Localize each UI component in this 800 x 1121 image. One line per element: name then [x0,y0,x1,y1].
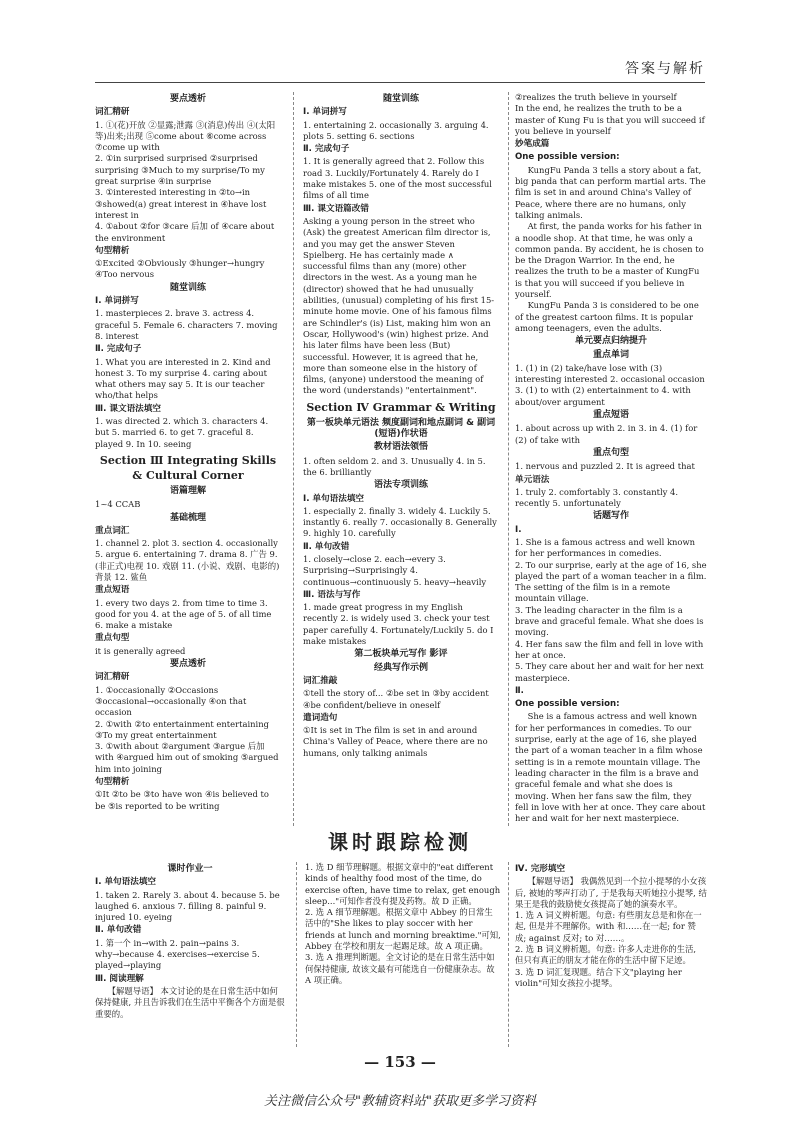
subheading: Ⅱ. 单句改错 [95,925,142,936]
answer-line: 3. The leading character in the film is a brave and graceful female. What she does is moving. [515,604,704,638]
answer-line: 4. ①about ②for ③care 后加 of ④care about the environment [95,221,275,243]
answer-line: 4. Her fans saw the film and fell in love with her at once. [515,638,704,660]
subheading: Ⅳ. 完形填空 [515,864,566,874]
section-heading: 单元要点归纳提升 [574,336,647,347]
subheading: 遣词造句 [303,712,338,723]
section-title: 课时跟踪检测 [328,830,472,854]
exercise-column-right [515,862,707,989]
exercise-column-middle [305,862,501,986]
subheading: Ⅰ. [515,524,522,535]
answer-line: 1. 选 A 词义辨析题。句意: 有些朋友总是和你在一起, 但是并不理解你。with 和……在一起; for 赞成; against 反对; to 对……。 [515,910,702,943]
section-heading: 语法专项训练 [373,480,428,491]
answer-line: 1. She is a famous actress and well known for her performances in comedies. [515,536,696,559]
subheading: 句型精析 [95,777,130,788]
subheading: One possible version: [515,699,620,710]
subheading: 重点句型 [95,633,130,644]
answer-line: it is generally agreed [95,645,186,656]
section-heading: 要点透析 [169,659,206,670]
column-divider [508,92,509,826]
answer-line: Asking a young person in the street who (Ask) the greatest American film director is, and you may get the answer Steven Spielberg. He has certainly made ∧ successful films than any (more) other directors in the west. As a young man he (director) showed that he had unusually abilities, (unusual) completing of his first 15-minute home movie. One of his famous films are Schindler's (is) List, making him won an Oscar, Hollywood's (win) highest prize. And his later films have been less (But) successful. However, it is agreed that he, more than someone else in the history of films, (anyone) understood the meaning of the word (understands) "entertainment". [303,215,495,396]
section-heading: 语篇理解 [169,485,206,496]
paragraph: 【解题导语】 我偶然见到一个拉小提琴的小女孩后, 被她的琴声打动了, 于是我每天听她拉小提琴, 结果王是我的鼓励使女孩提高了她的演奏水平。 [515,876,707,909]
answer-column-middle [303,92,499,759]
answer-line: 3. 选 D 词汇复现题。结合下文"playing her violin"可知女孩拉小提琴。 [515,966,682,988]
section-heading: 课时作业一 [167,864,213,874]
answer-line: 5. They care about her and wait for her next masterpiece. [515,661,704,683]
paragraph: At first, the panda works for his father in a noodle shop. At that time, he was only a common panda. By accident, he is chosen to be the Dragon Warrior. In the end, he realizes the truth to be a master of KungFu is that you will succeed if you believe in yourself. [515,221,704,300]
section-heading: 话题写作 [592,511,629,522]
answer-line: 1. every two days 2. from time to time 3. good for you 4. at the age of 5. of all time 6. make a mistake [95,597,272,631]
column-divider [508,862,509,1047]
answer-line: 1~4 CCAB [95,499,141,510]
answer-line: 2. ①with ②to entertainment entertaining ③To my great entertainment [95,718,269,740]
subheading: Ⅰ. 单句语法填空 [95,877,157,888]
answer-column-right [515,92,707,824]
section-heading: 教材语法领悟 [373,442,428,453]
section-title-line: Section Ⅲ Integrating Skills & Cultural Corner [99,453,277,482]
section-heading: 重点短语 [592,410,629,421]
answer-line: 1. was directed 2. which 3. characters 4. but 5. married 6. to get 7. graceful 8. played 9. In 10. seeing [95,416,269,449]
page-number: — 153 — [364,1053,436,1071]
subheading: 重点词汇 [95,525,130,536]
column-divider [293,92,294,826]
answer-line: ①It ②to be ③to have won ④is believed to be ⑤is reported to be writing [95,789,269,811]
subheading: Ⅲ. 阅读理解 [95,973,144,984]
subheading: 单元语法 [515,474,550,485]
subheading: Ⅱ. [515,685,524,696]
section-heading: 重点单词 [592,349,629,360]
subheading: Ⅱ. 单句改错 [303,541,350,552]
answer-line: 1. ①occasionally ②Occasions ③occasional→occasionally ④on that occasion [95,684,247,718]
subheading: Ⅲ. 课文语法填空 [95,403,161,414]
paragraph: KungFu Panda 3 tells a story about a fat, big panda that can perform martial arts. The film is set in and around China's Valley of Peace, where there are no humans, only talking animals. [515,164,706,220]
subheading: Ⅱ. 完成句子 [303,144,350,155]
answer-line: 1. often seldom 2. and 3. Unusually 4. in 5. the 6. brilliantly [303,455,486,477]
section-heading: 基础梳理 [169,512,206,523]
answer-line: 1. It is generally agreed that 2. Follow this road 3. Luckily/Fortunately 4. Rarely do I make mistakes 5. one of the most successful films of all time [303,156,492,201]
answer-line: ①Excited ②Obviously ③hunger→hungry ④Too nervous [95,258,265,280]
answer-line: In the end, he realizes the truth to be a master of Kung Fu is that you will succeed if you believe in yourself [515,103,705,136]
answer-line: 1. about across up with 2. in 3. in 4. (1) for (2) of take with [515,423,698,445]
exercise-column-left [95,862,285,1020]
paragraph: She is a famous actress and well known for her performances in comedies. To our surprise, early at the age of 16, she played the part of a woman teacher in a film whose setting is in a remote mountain village. The leading character in the film is a brave and graceful female and what she does is moving. When her fans saw the film, they fell in love with her at once. They care about her and wait for her next masterpiece. [515,711,706,824]
answer-line: 1. truly 2. comfortably 3. constantly 4. recently 5. unfortunately [515,486,679,509]
subheading: Ⅲ. 课文语篇改错 [303,203,369,214]
answer-line: 2. To our surprise, early at the age of 16, she played the part of a woman teacher in a film. The setting of the film is in a remote mountain village. [515,559,707,604]
section-heading: 第一板块单元语法 频度副词和地点副词 & 副词(短语)作状语 [306,417,496,440]
footer-note: 关注微信公众号"教辅资料站"获取更多学习资料 [264,1094,536,1109]
answer-line: 1. especially 2. finally 3. widely 4. Luckily 5. instantly 6. really 7. occasionally 8. Generally 9. highly 10. carefully [303,505,497,539]
subheading: 词汇推敲 [303,675,338,686]
section-heading: 随堂训练 [169,282,206,293]
answer-column-left [95,92,281,812]
answer-line: ②realizes the truth believe in yourself [515,92,677,102]
answer-line: 3. ①interested interesting in ②to→in ③showed(a) great interest in ④have lost interest in [95,187,267,220]
answer-line: 2. 选 B 词义辨析题。句意: 许多人走进你的生活, 但只有真正的朋友才能在你的生活中留下足迹。 [515,944,697,966]
paragraph: KungFu Panda 3 is considered to be one of the greatest cartoon films. It is popular among teenagers, even the adults. [515,300,699,333]
subheading: Ⅰ. 单词拼写 [303,107,347,118]
subheading: 句型精析 [95,245,130,256]
section-title-line: Section Ⅳ Grammar & Writing [306,400,496,414]
subheading: 妙笔成篇 [515,139,550,150]
answer-line: 1. channel 2. plot 3. section 4. occasionally 5. argue 6. entertaining 7. drama 8. 广告 9. (非正式)电视 10. 戏剧 11. (小说、戏剧、电影的)背景 12. 鲨鱼 [95,538,280,582]
answer-line: 3. ①with about ②argument ③argue 后加 with ④argued him out of smoking ⑤argued him into joining [95,741,279,774]
answer-line: 2. ①in surprised surprised ②surprised surprising ③Much to my surprise/To my great surprise ④in surprise [95,153,265,187]
answer-line: 1. masterpieces 2. brave 3. actress 4. graceful 5. Female 6. characters 7. moving 8. interest [95,308,278,341]
section-heading: 要点透析 [169,94,206,104]
answer-line: 1. ①(花)开放 ②显露;泄露 ③(消息)传出 ④(太阳等)出来;出现 ⑤come about ⑥come across ⑦come up with [95,119,276,153]
answer-line: 1. (1) in (2) take/have lose with (3) interesting interested 2. occasional occasion 3. (1) to with (2) entertainment to 4. with about/over argument [515,362,705,407]
header-title: 答案与解析 [625,61,705,77]
answer-line: 2. 选 A 细节理解题。根据文章中 Abbey 的日常生活中的"She likes to play soccer with her friends at lunch and morning breaktime."可知, Abbey 在学校和朋友一起踢足球。故 A 项正确。 [305,907,501,952]
subheading: One possible version: [515,152,620,163]
page-header [95,58,705,82]
section-heading: 第二板块单元写作 影评 [354,649,448,660]
section-heading: 经典写作示例 [373,662,428,673]
subheading: Ⅲ. 语法与写作 [303,589,361,600]
answer-line: 1. closely→close 2. each→every 3. Surprising→Surprisingly 4. continuous→continuously 5. heavy→heavily [303,553,487,587]
answer-line: 1. 第一个 in→with 2. pain→pains 3. why→because 4. exercises→exercise 5. played→playing [95,937,260,971]
answer-line: 1. nervous and puzzled 2. It is agreed that [515,461,695,472]
paragraph: 【解题导语】 本文讨论的是在日常生活中如何保持健康, 并且告诉我们在生活中平衡各个方面是很重要的。 [95,985,285,1019]
subheading: Ⅰ. 单词拼写 [95,296,139,307]
column-divider [296,862,297,1047]
answer-line: 3. 选 A 推理判断题。全文讨论的是在日常生活中如何保持健康, 故该文最有可能选自一份健康杂志。故 A 项正确。 [305,952,495,985]
header-rule [95,82,705,83]
subheading: Ⅰ. 单句语法填空 [303,493,365,504]
answer-line: 1. made great progress in my English recently 2. is widely used 3. check your test paper carefully 4. Fortunately/Luckily 5. do I make mistakes [303,602,494,647]
subheading: Ⅱ. 完成句子 [95,344,142,355]
answer-line: ①It is set in The film is set in and around China's Valley of Peace, where there are no humans, only talking animals [303,725,488,758]
answer-line: 1. taken 2. Rarely 3. about 4. because 5. be laughed 6. anxious 7. filling 8. painful 9. injured 10. eyeing [95,889,280,923]
subheading: 词汇精研 [95,672,130,683]
subheading: 词汇精研 [95,107,130,118]
answer-line: ①tell the story of... ②be set in ③by accident ④be confident/believe in oneself [303,688,489,710]
answer-line: 1. 选 D 细节理解题。根据文章中的"eat different kinds of healthy food most of the time, do exercise often, have time to relax, get enough sleep..."可知作者没有提及药物。故 D 正确。 [305,862,501,906]
subheading: 重点短语 [95,585,130,596]
section-heading: 重点句型 [592,447,629,458]
answer-line: 1. entertaining 2. occasionally 3. arguing 4. plots 5. setting 6. sections [303,119,489,141]
section-heading: 随堂训练 [382,94,419,104]
answer-line: 1. What you are interested in 2. Kind and honest 3. To my surprise 4. caring about what others may say 5. It is our teacher who/that helps [95,356,271,401]
